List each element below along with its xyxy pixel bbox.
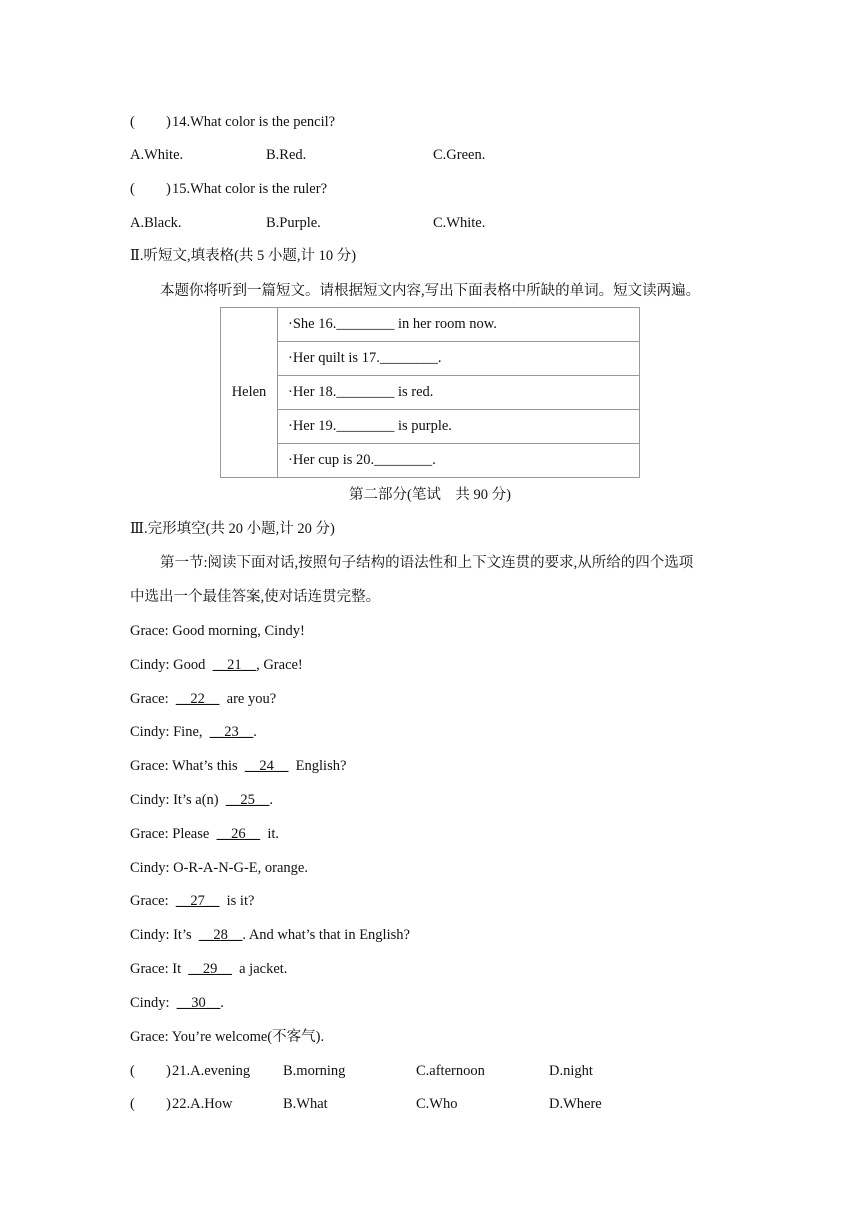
table-row: ·Her 18.________ is red. [278,376,640,410]
section-heading: Ⅲ.完形填空(共 20 小题,计 20 分) [130,521,335,537]
dialogue-line: Cindy: It’s a(n) __25__. [130,792,273,808]
table-row: ·She 16.________ in her room now. [278,308,640,342]
blank: __28__ [198,927,243,943]
part-title: 第二部分(笔试 共 90 分) [349,487,511,503]
dialogue-line: Grace: __22__ are you? [130,691,277,707]
blank: __27__ [175,893,220,909]
blank: __23__ [209,724,254,740]
section-instruction: 中选出一个最佳答案,使对话连贯完整。 [130,589,381,605]
question-stem: 15.What color is the ruler? [172,181,328,197]
section-instruction: 本题你将听到一篇短文。请根据短文内容,写出下面表格中所缺的单词。短文读两遍。 [160,283,701,299]
table-name-cell: Helen [221,308,278,478]
option-c: C.White. [433,215,486,231]
answer-paren-close: ) [166,114,171,130]
blank: __25__ [225,792,270,808]
dialogue-line: Cindy: __30__. [130,995,224,1011]
option-b: B.morning [283,1063,346,1079]
blank: __22__ [175,691,220,707]
option-b: B.What [283,1096,328,1112]
dialogue-line: Grace: What’s this __24__ English? [130,758,347,774]
option-d: D.night [549,1063,593,1079]
dialogue-line: Grace: Please __26__ it. [130,826,279,842]
option-a: A.White. [130,147,184,163]
answer-paren-close: ) [166,1096,171,1112]
section-instruction: 第一节:阅读下面对话,按照句子结构的语法性和上下文连贯的要求,从所给的四个选项 [160,555,694,571]
fill-in-table [220,307,640,478]
answer-paren-open: ( [130,1096,135,1112]
blank: __29__ [188,961,232,977]
blank: __21__ [212,657,257,673]
dialogue-line: Cindy: It’s __28__. And what’s that in English? [130,927,410,943]
answer-paren-open: ( [130,114,135,130]
option-c: C.afternoon [416,1063,485,1079]
option-a: 21.A.evening [172,1063,251,1079]
question-stem: 14.What color is the pencil? [172,114,336,130]
answer-paren-open: ( [130,1063,135,1079]
answer-paren-open: ( [130,181,135,197]
table-row: ·Her cup is 20.________. [278,444,640,478]
answer-paren-close: ) [166,181,171,197]
dialogue-line: Grace: You’re welcome(不客气). [130,1029,325,1045]
option-d: D.Where [549,1096,602,1112]
answer-paren-close: ) [166,1063,171,1079]
blank: __26__ [216,826,261,842]
dialogue-line: Cindy: Fine, __23__. [130,724,257,740]
section-heading: Ⅱ.听短文,填表格(共 5 小题,计 10 分) [130,248,357,264]
option-b: B.Red. [266,147,307,163]
dialogue-line: Grace: __27__ is it? [130,893,255,909]
option-b: B.Purple. [266,215,321,231]
option-a: 22.A.How [172,1096,233,1112]
dialogue-line: Cindy: Good __21__, Grace! [130,657,303,673]
dialogue-line: Grace: Good morning, Cindy! [130,623,305,639]
blank: __30__ [176,995,221,1011]
dialogue-line: Grace: It __29__ a jacket. [130,961,288,977]
option-c: C.Green. [433,147,486,163]
option-a: A.Black. [130,215,182,231]
option-c: C.Who [416,1096,458,1112]
dialogue-line: Cindy: O-R-A-N-G-E, orange. [130,860,308,876]
blank: __24__ [244,758,289,774]
table-row: ·Her quilt is 17.________. [278,342,640,376]
table-row: ·Her 19.________ is purple. [278,410,640,444]
